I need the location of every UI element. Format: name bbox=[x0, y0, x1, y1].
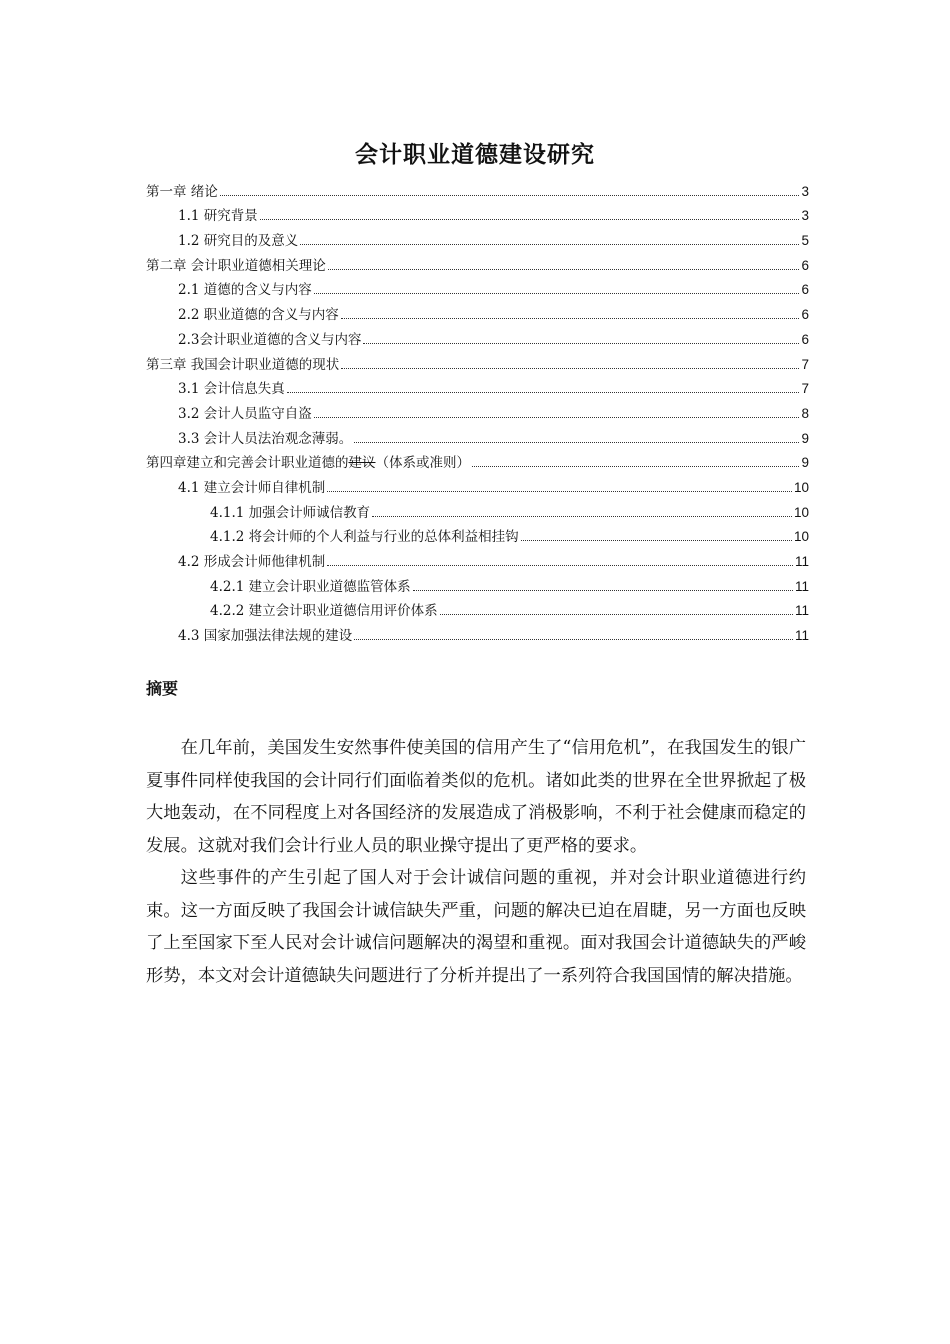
abstract-heading: 摘要 bbox=[146, 679, 179, 698]
toc-page-number: 9 bbox=[801, 455, 809, 471]
toc-entry-text: 4.1.1 加强会计师诚信教育 bbox=[210, 504, 371, 521]
toc-page-number: 11 bbox=[794, 628, 809, 644]
toc-dot-leader bbox=[287, 392, 800, 393]
toc-entry-text: 4.3 国家加强法律法规的建设 bbox=[178, 628, 353, 645]
toc-page-number: 10 bbox=[793, 504, 809, 520]
toc-entry-title bbox=[146, 257, 326, 275]
toc-dot-leader bbox=[314, 293, 800, 294]
toc-entry-title bbox=[178, 281, 312, 299]
abstract-paragraph: 在几年前，美国发生安然事件使美国的信用产生了“信用危机”，在我国发生的银广夏事件同样使我国的会计同行们面临着类似的危机。诸如此类的世界在全世界掀起了极大地轰动，在不同程度上对各国经济的发展造成了消极影响，不利于社会健康而稳定的发展。这就对我们会计行业人员的职业操守提出了更严格的要求。 bbox=[146, 738, 806, 856]
toc-dot-leader bbox=[341, 368, 799, 369]
toc-page-number: 3 bbox=[801, 183, 809, 199]
toc-dot-leader bbox=[300, 244, 799, 245]
toc-entry-text: 4.2.1 建立会计职业道德监管体系 bbox=[210, 578, 411, 595]
toc-dot-leader bbox=[413, 590, 793, 591]
toc-entry-title bbox=[146, 356, 339, 374]
toc-entry-title bbox=[178, 232, 298, 250]
toc-entry-title bbox=[210, 602, 438, 620]
toc-page-number: 7 bbox=[801, 381, 809, 397]
toc-page-number: 6 bbox=[801, 282, 809, 298]
toc-entry-text: 1.1 研究背景 bbox=[178, 208, 258, 225]
toc-dot-leader bbox=[440, 614, 793, 615]
toc-dot-leader bbox=[341, 318, 800, 319]
toc-entry-title bbox=[178, 553, 325, 571]
toc-entry[interactable] bbox=[146, 620, 809, 645]
toc-dot-leader bbox=[260, 219, 800, 220]
toc-page-number: 11 bbox=[794, 554, 809, 569]
toc-entry-text: 2.1 道德的含义与内容 bbox=[178, 282, 312, 299]
toc-entry-title bbox=[178, 405, 312, 423]
toc-entry[interactable] bbox=[146, 596, 809, 621]
toc-page-number: 9 bbox=[801, 430, 809, 446]
toc-entry-title bbox=[178, 430, 352, 448]
abstract-paragraph: 这些事件的产生引起了国人对于会计诚信问题的重视，并对会计职业道德进行约束。这一方面反映了我国会计诚信缺失严重，问题的解决已迫在眉睫，另一方面也反映了上至国家下至人民对会计诚信问题解决的渴望和重视。面对我国会计道德缺失的严峻形势，本文对会计道德缺失问题进行了分析并提出了一系列符合我国国情的解决措施。 bbox=[146, 868, 806, 986]
toc-entry[interactable] bbox=[146, 349, 809, 374]
toc-page-number: 6 bbox=[801, 331, 809, 347]
toc-entry-text: 3.2 会计人员监守自盗 bbox=[178, 405, 312, 422]
toc-entry[interactable] bbox=[146, 374, 809, 399]
toc-dot-leader bbox=[521, 540, 792, 541]
toc-entry[interactable] bbox=[146, 497, 809, 522]
toc-dot-leader bbox=[327, 491, 792, 492]
toc-entry[interactable] bbox=[146, 324, 809, 349]
toc-dot-leader bbox=[372, 516, 792, 517]
toc-page-number: 6 bbox=[801, 257, 809, 273]
toc-dot-leader bbox=[327, 565, 793, 566]
toc-entry[interactable] bbox=[146, 299, 809, 324]
toc-dot-leader bbox=[220, 195, 800, 196]
toc-entry-title bbox=[178, 207, 258, 225]
toc-page-number: 8 bbox=[801, 405, 809, 421]
toc-entry[interactable] bbox=[146, 201, 809, 226]
toc-entry-title bbox=[178, 627, 352, 645]
toc-page-number: 7 bbox=[801, 356, 809, 372]
toc-dot-leader bbox=[363, 343, 799, 344]
toc-entry-title bbox=[210, 528, 519, 546]
toc-dot-leader bbox=[354, 442, 799, 443]
toc-entry-title bbox=[178, 331, 361, 349]
toc-entry-text: 4.2 形成会计师他律机制 bbox=[178, 554, 326, 570]
toc-dot-leader bbox=[472, 466, 799, 467]
toc-entry-title bbox=[178, 380, 285, 398]
toc-entry-title bbox=[210, 504, 370, 522]
toc-dot-leader bbox=[328, 269, 800, 270]
toc-page-number: 11 bbox=[794, 603, 809, 619]
toc-entry[interactable] bbox=[146, 398, 809, 423]
toc-entry-title bbox=[210, 578, 411, 596]
toc-entry-text: 1.2 研究目的及意义 bbox=[178, 233, 299, 250]
toc-entry-text: 2.2 职业道德的含义与内容 bbox=[178, 307, 339, 324]
toc-entry-text: 3.3 会计人员法治观念薄弱。 bbox=[178, 430, 353, 447]
toc-entry-title bbox=[146, 183, 218, 201]
toc-page-number: 10 bbox=[793, 529, 809, 545]
toc-entry-text: 4.1.2 将会计师的个人利益与行业的总体利益相挂钩 bbox=[210, 529, 519, 546]
toc-dot-leader bbox=[314, 417, 800, 418]
toc-entry[interactable] bbox=[146, 472, 809, 497]
table-of-contents bbox=[146, 176, 809, 645]
toc-entry-text: 第二章 会计职业道德相关理论 bbox=[146, 257, 326, 274]
toc-entry-title bbox=[178, 306, 339, 324]
toc-page-number: 3 bbox=[801, 208, 809, 224]
toc-entry-text-after: （体系或准则） bbox=[375, 455, 470, 472]
toc-entry-text: 第一章 绪论 bbox=[146, 183, 218, 200]
toc-entry-strikethrough-text: 建议 bbox=[348, 455, 376, 472]
toc-entry-text: 第三章 我国会计职业道德的现状 bbox=[146, 356, 340, 373]
toc-entry[interactable] bbox=[146, 423, 809, 448]
document-title: 会计职业道德建设研究 bbox=[355, 142, 595, 168]
toc-page-number: 11 bbox=[794, 578, 809, 594]
toc-entry-text: 2.3会计职业道德的含义与内容 bbox=[178, 331, 362, 348]
toc-entry-title bbox=[178, 479, 325, 497]
toc-entry[interactable] bbox=[146, 225, 809, 250]
toc-entry-text: 3.1 会计信息失真 bbox=[178, 381, 285, 398]
toc-page-number: 5 bbox=[801, 233, 809, 249]
abstract-body bbox=[146, 732, 806, 992]
toc-entry-text: 第四章建立和完善会计职业道德的 bbox=[146, 455, 349, 472]
toc-entry[interactable] bbox=[146, 522, 809, 547]
toc-entry-text: 4.1 建立会计师自律机制 bbox=[178, 479, 326, 496]
toc-entry[interactable] bbox=[146, 176, 809, 201]
toc-entry[interactable] bbox=[146, 571, 809, 596]
toc-entry[interactable] bbox=[146, 275, 809, 300]
toc-entry[interactable] bbox=[146, 448, 809, 473]
toc-entry-text: 4.2.2 建立会计职业道德信用评价体系 bbox=[210, 603, 438, 620]
toc-dot-leader bbox=[354, 639, 793, 640]
toc-entry-title bbox=[146, 454, 470, 472]
toc-entry[interactable] bbox=[146, 546, 809, 571]
toc-page-number: 6 bbox=[801, 307, 809, 323]
toc-entry[interactable] bbox=[146, 250, 809, 275]
toc-page-number: 10 bbox=[793, 479, 809, 495]
